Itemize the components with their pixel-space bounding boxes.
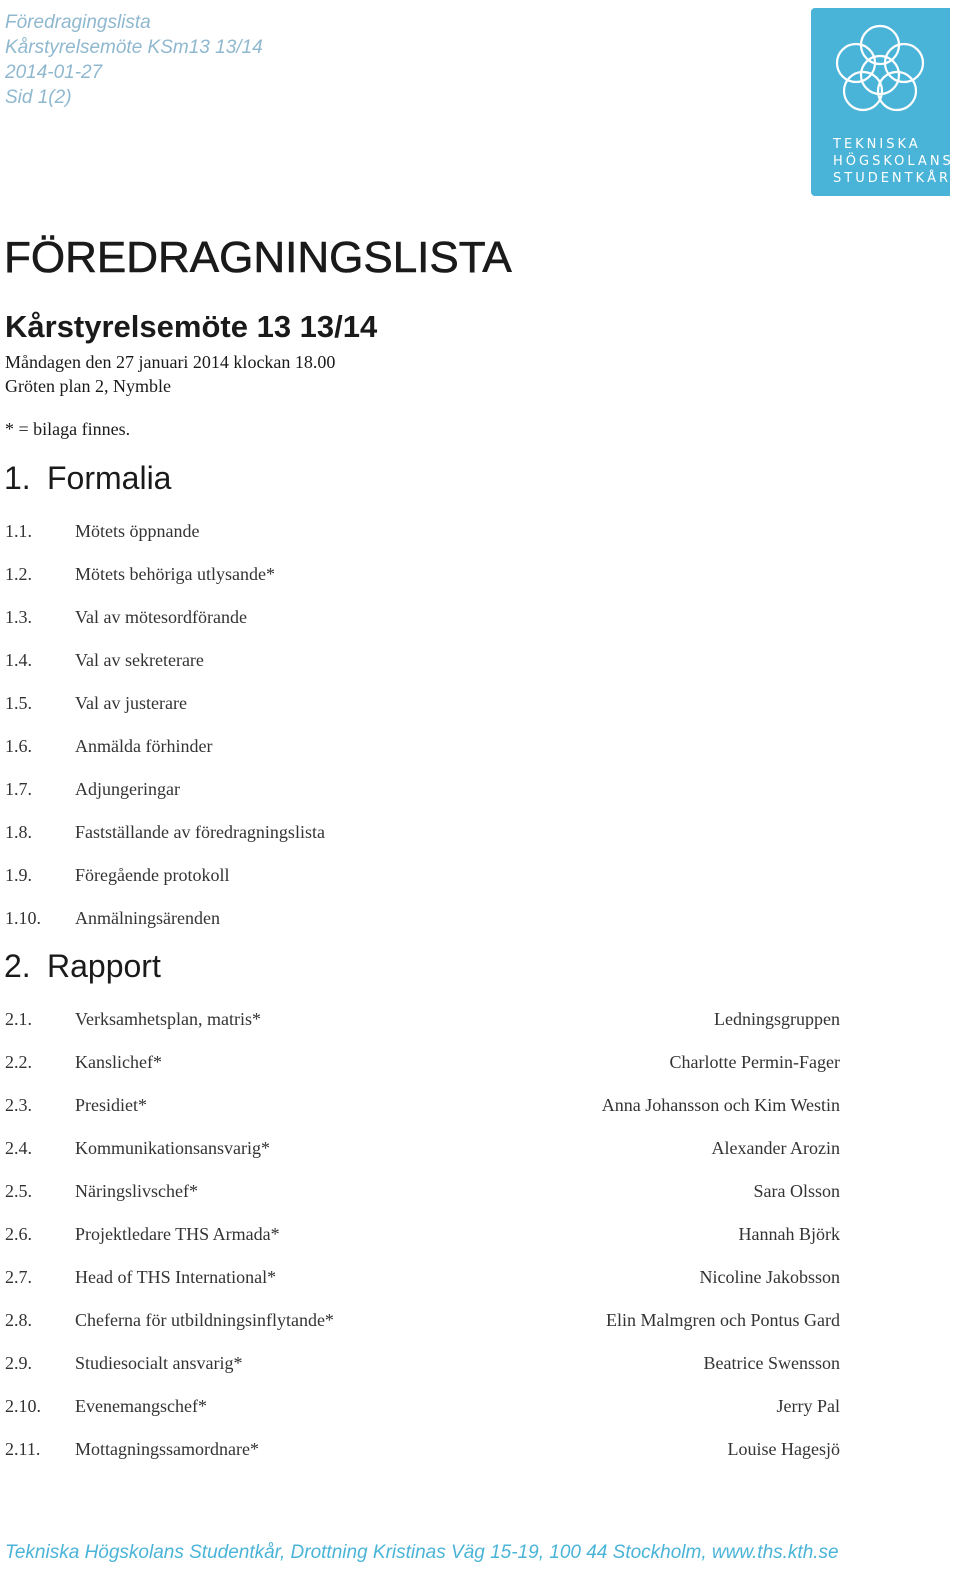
item-number: 2.6.	[5, 1224, 32, 1244]
item-title: Cheferna för utbildningsinflytande*	[75, 1310, 334, 1330]
item-title: Kanslichef*	[75, 1052, 162, 1072]
item-title: Val av mötesordförande	[75, 607, 247, 627]
item-responsible: Louise Hagesjö	[727, 1439, 840, 1459]
item-number: 2.2.	[5, 1052, 32, 1072]
agenda-item	[5, 1350, 840, 1376]
item-responsible: Beatrice Swensson	[703, 1353, 840, 1373]
agenda-item	[5, 561, 840, 587]
agenda-item	[5, 1221, 840, 1247]
item-number: 2.11.	[5, 1439, 41, 1459]
agenda-item	[5, 1006, 840, 1032]
item-number: 2.9.	[5, 1353, 32, 1373]
item-title: Anmälda förhinder	[75, 736, 213, 756]
item-number: 1.8.	[5, 822, 32, 842]
meeting-title: Kårstyrelsemöte 13 13/14	[5, 309, 378, 344]
item-number: 1.10.	[5, 908, 41, 928]
agenda-item	[5, 1135, 840, 1161]
logo-line-1: TEKNISKA	[833, 137, 921, 152]
agenda-item	[5, 518, 840, 544]
item-title: Evenemangschef*	[75, 1396, 207, 1416]
item-title: Verksamhetsplan, matris*	[75, 1009, 261, 1029]
item-title: Val av sekreterare	[75, 650, 204, 670]
item-number: 2.8.	[5, 1310, 32, 1330]
section-heading	[4, 946, 161, 986]
item-number: 1.1.	[5, 521, 32, 541]
item-title: Mottagningssamordnare*	[75, 1439, 259, 1459]
item-number: 2.10.	[5, 1396, 41, 1416]
header-date: 2014-01-27	[5, 62, 103, 83]
document-header	[5, 10, 263, 110]
item-responsible: Sara Olsson	[753, 1181, 840, 1201]
item-responsible: Hannah Björk	[738, 1224, 840, 1244]
item-title: Projektledare THS Armada*	[75, 1224, 280, 1244]
agenda-item	[5, 647, 840, 673]
agenda-item	[5, 1178, 840, 1204]
item-title: Val av justerare	[75, 693, 187, 713]
item-title: Näringslivschef*	[75, 1181, 198, 1201]
logo-line-3: STUDENTKÅR	[833, 171, 952, 186]
agenda-item	[5, 1092, 840, 1118]
item-number: 1.3.	[5, 607, 32, 627]
agenda-item	[5, 776, 840, 802]
item-number: 1.6.	[5, 736, 32, 756]
item-title: Head of THS International*	[75, 1267, 277, 1287]
attachment-note: * = bilaga finnes.	[5, 419, 131, 439]
logo-wordmark	[833, 136, 954, 187]
item-responsible: Anna Johansson och Kim Westin	[601, 1095, 840, 1115]
item-responsible: Elin Malmgren och Pontus Gard	[606, 1310, 840, 1330]
item-number: 1.2.	[5, 564, 32, 584]
agenda-item	[5, 1393, 840, 1419]
item-number: 1.5.	[5, 693, 32, 713]
agenda-item	[5, 604, 840, 630]
agenda-item	[5, 1049, 840, 1075]
item-title: Fastställande av föredragningslista	[75, 822, 325, 842]
item-number: 2.1.	[5, 1009, 32, 1029]
header-doc-type: Föredragingslista	[5, 12, 151, 33]
header-page: Sid 1(2)	[5, 87, 72, 108]
agenda-item	[5, 905, 840, 931]
item-responsible: Ledningsgruppen	[714, 1009, 840, 1029]
item-responsible: Alexander Arozin	[711, 1138, 840, 1158]
section-number: 1.	[4, 460, 31, 496]
item-title: Kommunikationsansvarig*	[75, 1138, 270, 1158]
item-title: Presidiet*	[75, 1095, 147, 1115]
item-responsible: Nicoline Jakobsson	[699, 1267, 840, 1287]
logo-line-2: HÖGSKOLANS	[833, 154, 954, 169]
section-number: 2.	[4, 948, 31, 984]
item-number: 2.3.	[5, 1095, 32, 1115]
page-title: FÖREDRAGNINGSLISTA	[4, 233, 512, 282]
item-title: Adjungeringar	[75, 779, 180, 799]
agenda-item	[5, 1307, 840, 1333]
item-title: Föregående protokoll	[75, 865, 230, 885]
ths-logo	[811, 8, 954, 196]
agenda-item	[5, 862, 840, 888]
footer-address: Tekniska Högskolans Studentkår, Drottning Kristinas Väg 15-19, 100 44 Stockholm, www.ths.kth.se	[5, 1542, 839, 1563]
section-heading	[4, 458, 171, 498]
item-number: 1.7.	[5, 779, 32, 799]
item-number: 1.4.	[5, 650, 32, 670]
agenda-item	[5, 733, 840, 759]
item-title: Anmälningsärenden	[75, 908, 220, 928]
item-title: Studiesocialt ansvarig*	[75, 1353, 243, 1373]
agenda-item	[5, 819, 840, 845]
section-title: Formalia	[47, 460, 172, 496]
header-meeting: Kårstyrelsemöte KSm13 13/14	[5, 37, 263, 58]
item-number: 2.5.	[5, 1181, 32, 1201]
meeting-time: Måndagen den 27 januari 2014 klockan 18.00	[5, 352, 336, 372]
item-responsible: Charlotte Permin-Fager	[669, 1052, 840, 1072]
item-responsible: Jerry Pal	[776, 1396, 840, 1416]
meeting-location: Gröten plan 2, Nymble	[5, 376, 171, 396]
item-number: 1.9.	[5, 865, 32, 885]
item-title: Mötets öppnande	[75, 521, 200, 541]
agenda-item	[5, 1264, 840, 1290]
item-number: 2.4.	[5, 1138, 32, 1158]
agenda-item	[5, 690, 840, 716]
item-number: 2.7.	[5, 1267, 32, 1287]
section-title: Rapport	[47, 948, 161, 984]
agenda-item	[5, 1436, 840, 1462]
item-title: Mötets behöriga utlysande*	[75, 564, 275, 584]
